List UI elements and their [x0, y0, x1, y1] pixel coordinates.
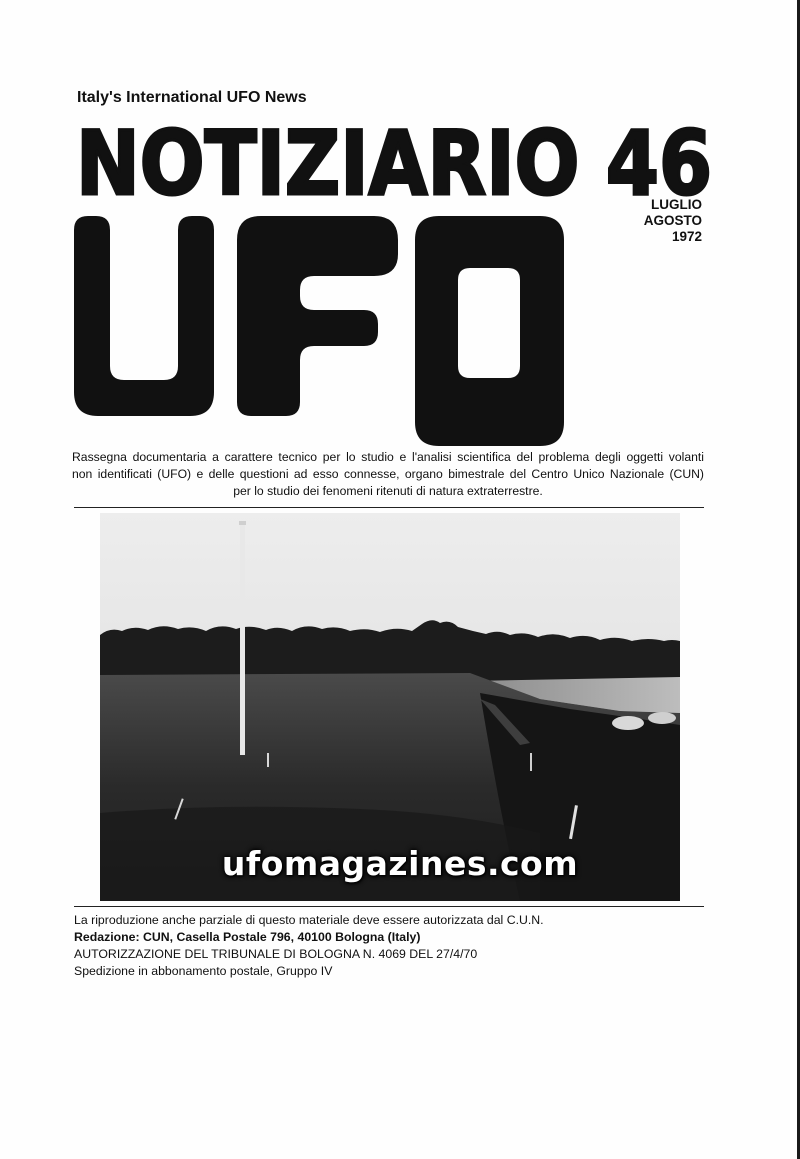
issue-date	[632, 197, 702, 245]
cover-photo	[100, 513, 680, 901]
description-line-1: Rassegna documentaria a carattere tecnico per lo studio e l'analisi scientifica del problema degli oggetti volanti	[72, 450, 704, 464]
description-line-2: non identificati (UFO) e delle questioni ad esso connesse, organo bimestrale del Centro Unico Nazionale (CUN)	[72, 467, 704, 481]
footer-editorial-address: Redazione: CUN, Casella Postale 796, 40100 Bologna (Italy)	[74, 930, 421, 944]
photo-pole	[240, 523, 245, 755]
rule-top	[74, 507, 704, 508]
logo-letter-f	[237, 216, 398, 416]
description-line-3: per lo studio dei fenomeni ritenuti di natura extraterrestre.	[233, 484, 543, 498]
issue-month-1: LUGLIO	[651, 197, 702, 212]
watermark-text: ufomagazines.com	[221, 844, 579, 883]
logo-letter-u	[74, 216, 214, 416]
kicker-text: Italy's International UFO News	[77, 89, 307, 106]
footer	[74, 912, 714, 980]
description	[72, 449, 704, 500]
photo-car	[612, 716, 644, 730]
masthead-text: NOTIZIARIO 46	[76, 124, 712, 204]
issue-month-2: AGOSTO	[643, 213, 702, 228]
footer-authorization: AUTORIZZAZIONE DEL TRIBUNALE DI BOLOGNA N. 4069 DEL 27/4/70	[74, 947, 478, 961]
ufo-logo	[74, 216, 566, 446]
footer-reproduction-notice: La riproduzione anche parziale di questo materiale deve essere autorizzata dal C.U.N.	[74, 913, 544, 927]
logo-letter-o	[415, 216, 564, 446]
footer-postal-note: Spedizione in abbonamento postale, Gruppo IV	[74, 964, 333, 978]
masthead-title	[74, 124, 714, 204]
issue-year: 1972	[671, 229, 702, 244]
rule-bottom	[74, 906, 704, 907]
